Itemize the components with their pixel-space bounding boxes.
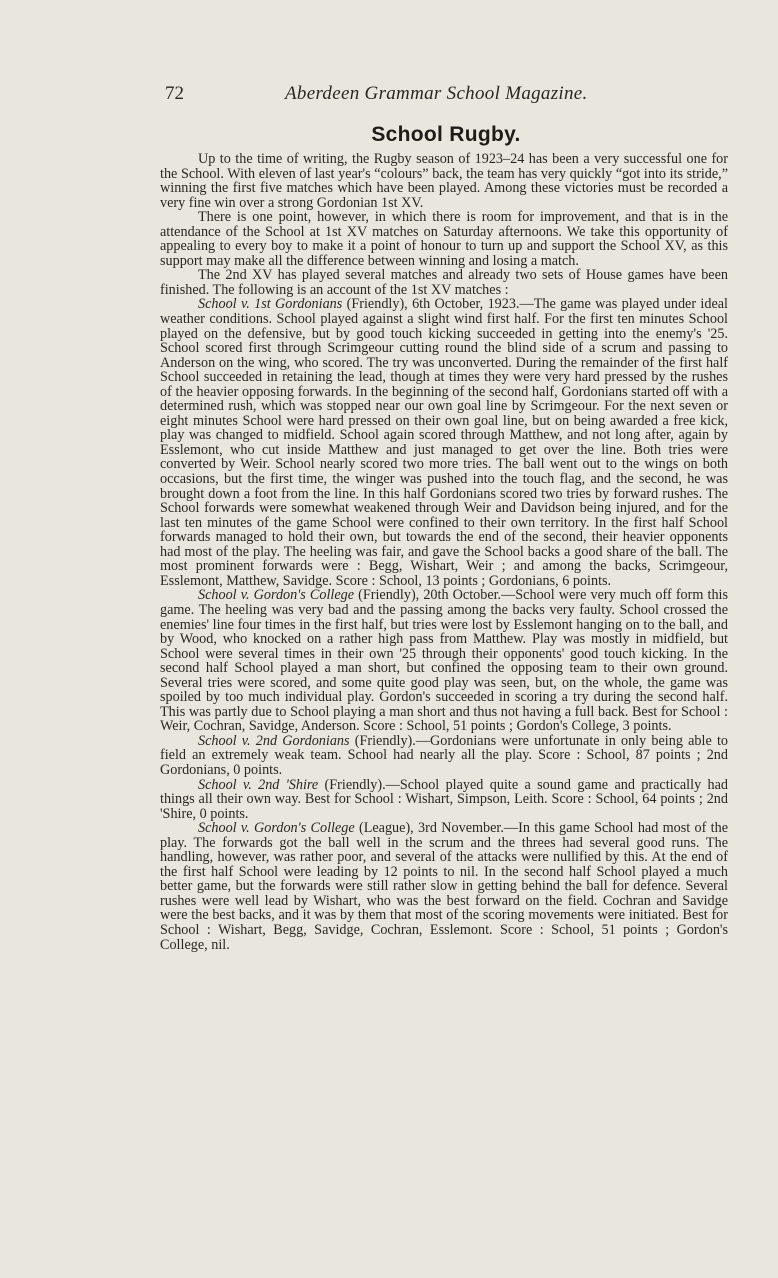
match-title: School v. Gordon's College — [198, 587, 355, 604]
match-report — [160, 821, 728, 952]
article-title: School Rugby. — [371, 123, 521, 146]
paragraph-text: There is one point, however, in which there is room for improvement, and that is in the attendance of the School at 1st XV matches on Saturday afternoons. We take this opportunity of appealing to every boy to make it a point of honour to turn up and support the School XV, as this support may make all the difference between winning and losing a match. — [160, 209, 728, 269]
match-title: School v. 1st Gordonians — [198, 296, 343, 313]
match-title: School v. 2nd Gordonians — [198, 732, 350, 749]
paragraph-text: The 2nd XV has played several matches and already two sets of House games have been finished. The following is an account of the 1st XV matches : — [160, 267, 728, 298]
match-text: (Friendly), 20th October.—School were very much off form this game. The heeling was very bad and the passing among the backs very faulty. School crossed the enemies' line four times in the first half, but tries were lost by Esslemont hanging on to the ball, and by Wood, who knocked on a rather high pass from Matthew. Play was mostly in midfield, but School were several times in their own '25 through their opponents' good touch kicking. In the second half School played a man short, but confined the opposing team to their own ground. Several tries were scored, and some quite good play was seen, but, on the whole, the game was spoiled by too much individual play. Gordon's succeeded in scoring a try during the second half. This was partly due to School playing a man short and thus not having a full back. Best for School : Weir, Cochran, Savidge, Anderson. Score : School, 51 points ; Gordon's College, 3 points. — [160, 587, 728, 735]
match-report — [160, 734, 728, 778]
match-report — [160, 588, 728, 733]
paragraph — [160, 210, 728, 268]
paragraph — [160, 268, 728, 297]
match-text: (League), 3rd November.—In this game School had most of the play. The forwards got the ball well in the scrum and the threes had several good runs. The handling, however, was rather poor, and several of the attacks were nullified by this. At the end of the first half School were leading by 12 points to nil. In the second half School played a much better game, but the forwards were still rather slow in getting behind the ball for defence. Several rushes were well lead by Wishart, who was the best forward on the field. Cochran and Savidge were the best backs, and it was by them that most of the scoring movements were initiated. Best for School : Wishart, Begg, Savidge, Cochran, Esslemont. Score : School, 51 points ; Gordon's College, nil. — [160, 820, 728, 953]
match-text: (Friendly).—Gordonians were unfortunate in only being able to field an extremely weak team. School had nearly all the play. Score : School, 87 points ; 2nd Gordonians, 0 points. — [160, 732, 728, 778]
match-text: (Friendly).—School played quite a sound game and practically had things all their own way. Best for School : Wishart, Simpson, Leith. Score : School, 64 points ; 2nd 'Shire, 0 points. — [160, 776, 728, 822]
match-text: (Friendly), 6th October, 1923.—The game was played under ideal weather conditions. School played against a slight wind first half. For the first ten minutes School played on the defensive, but by good touch kicking succeeded in getting into the enemy's '25. School scored first through Scrimgeour cutting round the blind side of a scrum and passing to Anderson on the wing, who scored. The try was unconverted. During the remainder of the first half School succeeded in retaining the lead, though at times they were very hard pressed by the rushes of the heavier opposing forwards. In the beginning of the second half, Gordonians started off with a determined rush, which was stopped near our own goal line by Scrimgeour. For the next seven or eight minutes School were hard pressed on their own goal line, but on being awarded a free kick, play was changed to midfield. School again scored through Matthew, and not long after, again by Esslemont, who cut inside Matthew and just managed to get over the line. Both tries were converted by Weir. School nearly scored two more tries. The ball went out to the wings on both occasions, but the first time, the winger was pushed into the touch flag, and the second, he was brought down a foot from the line. In this half Gordonians scored two tries by forward rushes. The School forwards were somewhat weakened through Weir and Davidson being injured, and for the last ten minutes of the game School were confined to their own territory. In the first half School forwards managed to hold their own, but towards the end of the second, their heavier opponents had most of the play. The heeling was fair, and gave the School backs a good share of the ball. The most prominent forwards were : Begg, Wishart, Weir ; and among the backs, Scrimgeour, Esslemont, Matthew, Savidge. Score : School, 13 points ; Gordonians, 6 points. — [160, 296, 728, 589]
match-title: School v. Gordon's College — [198, 820, 355, 837]
paragraph — [160, 152, 728, 210]
journal-title: Aberdeen Grammar School Magazine. — [285, 83, 588, 104]
match-report — [160, 297, 728, 588]
article-body — [160, 152, 728, 952]
page-number: 72 — [165, 83, 184, 104]
match-title: School v. 2nd 'Shire — [198, 776, 319, 793]
paragraph-text: Up to the time of writing, the Rugby season of 1923–24 has been a very successful one for the School. With eleven of last year's “colours” back, the team has very quickly “got into its stride,” winning the first five matches which have been played. Among these victories must be recorded a very fine win over a strong Gordonian 1st XV. — [160, 151, 728, 211]
running-head — [165, 80, 615, 108]
match-report — [160, 778, 728, 822]
